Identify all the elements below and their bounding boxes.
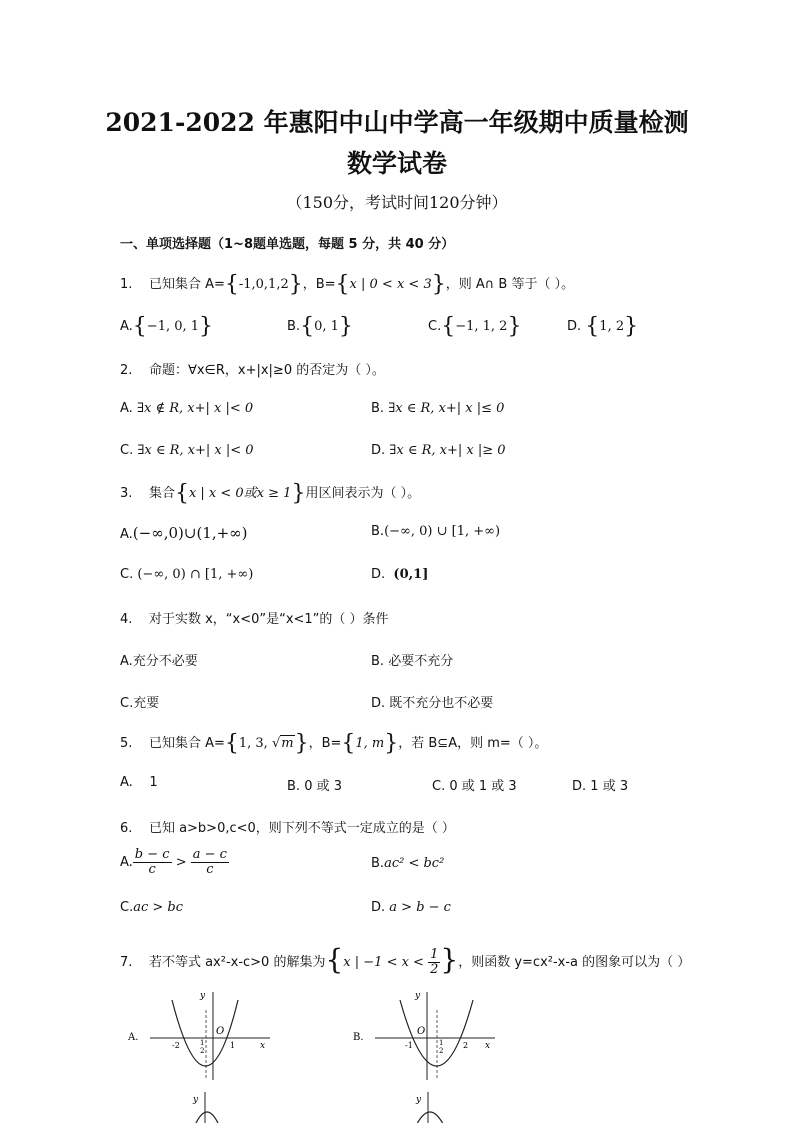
q1-option-d: D. {1, 2} — [567, 314, 639, 339]
exam-info: （150分，考试时间120分钟） — [286, 193, 508, 212]
graph-option-d-partial — [400, 1090, 480, 1123]
question-text: 已知 a>b>0,c<0，则下列不等式一定成立的是（ ） — [148, 821, 455, 836]
tick-label-den: 2 — [439, 1047, 444, 1055]
tick-label: -1 — [405, 1041, 413, 1050]
question-3: 3. 集合{x | x < 0或x ≥ 1}用区间表示为（ ）。 — [120, 481, 421, 506]
graph-option-a — [120, 982, 280, 1082]
y-axis-label: y — [415, 991, 421, 1001]
question-text: ，B= — [302, 277, 336, 292]
q4-option-c: C.充要 — [120, 696, 160, 711]
question-number: 4. — [120, 612, 133, 627]
q6-option-a: A. $\frac{b - c}{c}$ > $\frac{a - c}{c}$ — [120, 847, 227, 877]
question-text: 若不等式 ax²-x-c>0 的解集为 — [148, 955, 326, 970]
exam-subject-title: 数学试卷 — [346, 149, 447, 178]
q5-option-a: A. 1 — [120, 775, 158, 790]
q2-option-c: C. ∃x ∈ R, x+| x |< 0 — [120, 443, 254, 458]
question-text: 已知集合 A= — [148, 277, 225, 292]
x-axis-label: x — [260, 1041, 266, 1051]
set-a: -1,0,1,2 — [238, 277, 289, 292]
question-5: 5. 已知集合 A={1, 3, √m}，B={1, m}，若 B⊆A，则 m=（ ）。 — [120, 731, 548, 756]
question-text: 命题：∀x∈R，x+|x|≥0 的否定为（ ）。 — [148, 363, 385, 378]
brace-close: } — [431, 272, 446, 297]
question-number: 1. — [120, 277, 133, 292]
tick-label: 1 — [230, 1041, 236, 1050]
q6-option-d: D. a > b − c — [371, 900, 451, 915]
question-text: 已知集合 A= — [148, 736, 225, 751]
parabola — [400, 1000, 473, 1066]
question-6 — [120, 817, 455, 836]
question-number: 6. — [120, 821, 133, 836]
x-axis-label: x — [485, 1041, 491, 1051]
q2-option-b: B. ∃x ∈ R, x+| x |≤ 0 — [371, 401, 505, 416]
q6-option-c: C.ac > bc — [120, 900, 184, 915]
question-number: 3. — [120, 486, 133, 501]
parabola — [193, 1112, 221, 1123]
y-axis-label: y — [200, 991, 206, 1001]
q1-option-c: C.{−1, 1, 2} — [428, 314, 522, 339]
tick-label-den: 2 — [200, 1047, 205, 1055]
set-expr: x | x < 0或x ≥ 1 — [188, 486, 292, 501]
y-axis-label: y — [193, 1095, 199, 1105]
question-7: 7. 若不等式 ax²-x-c>0 的解集为{x | −1 < x < $\frac{1}{2}$ }，则函数 y=cx²-x-a 的图象可以为（ ） — [120, 943, 691, 977]
brace-open: { — [335, 272, 350, 297]
y-axis-label: y — [416, 1095, 422, 1105]
tick-label: 2 — [463, 1041, 469, 1050]
q1-option-b: B.{0, 1} — [287, 314, 353, 339]
parabola — [414, 1112, 446, 1123]
question-number: 5. — [120, 736, 133, 751]
question-2 — [120, 359, 385, 378]
question-4 — [120, 608, 389, 627]
graph-label: A. — [128, 1032, 139, 1043]
question-text: 对于实数 x，“x<0”是“x<1”的（ ）条件 — [148, 612, 389, 627]
q3-option-a: A.(−∞,0)∪(1,+∞) — [120, 524, 248, 542]
question-number: 2. — [120, 363, 133, 378]
q6-option-b: B.ac² < bc² — [371, 856, 445, 871]
parabola — [172, 1000, 238, 1066]
q2-option-d: D. ∃x ∈ R, x+| x |≥ 0 — [371, 443, 506, 458]
q5-option-d: D. 1 或 3 — [572, 779, 629, 794]
section-heading: 一、单项选择题（1~8题单选题，每题 5 分，共 40 分） — [120, 237, 455, 252]
q5-option-c: C. 0 或 1 或 3 — [432, 779, 517, 794]
q4-option-a: A.充分不必要 — [120, 654, 198, 669]
brace-open: { — [224, 272, 239, 297]
question-1 — [120, 272, 574, 297]
tick-label-num: 1 — [200, 1039, 205, 1047]
exam-title: 2021-2022 年惠阳中山中学高一年级期中质量检测 — [105, 108, 689, 137]
q4-option-b: B. 必要不充分 — [371, 654, 454, 669]
question-text: 用区间表示为（ ）。 — [305, 486, 421, 501]
question-number: 7. — [120, 955, 133, 970]
q2-option-a: A. ∃x ∉ R, x+| x |< 0 — [120, 401, 254, 416]
origin-label: O — [216, 1026, 225, 1037]
brace-close: } — [288, 272, 303, 297]
tick-label: -2 — [172, 1041, 180, 1050]
graph-label: B. — [353, 1032, 364, 1043]
question-text: ，则 A∩ B 等于（ ）。 — [445, 277, 575, 292]
q3-option-c: C. (−∞, 0) ∩ [1, +∞) — [120, 567, 254, 582]
q1-option-a: A.{−1, 0, 1} — [120, 314, 214, 339]
question-text: 集合 — [148, 486, 175, 501]
graph-option-b — [345, 982, 505, 1082]
q3-option-d: D. (0,1] — [371, 567, 429, 582]
q5-option-b: B. 0 或 3 — [287, 779, 343, 794]
tick-label-num: 1 — [439, 1039, 444, 1047]
origin-label: O — [417, 1026, 426, 1037]
graph-option-c-partial — [175, 1090, 255, 1123]
set-b: x | 0 < x < 3 — [349, 277, 432, 292]
q4-option-d: D. 既不充分也不必要 — [371, 696, 494, 711]
q3-option-b: B.(−∞, 0) ∪ [1, +∞) — [371, 524, 501, 539]
